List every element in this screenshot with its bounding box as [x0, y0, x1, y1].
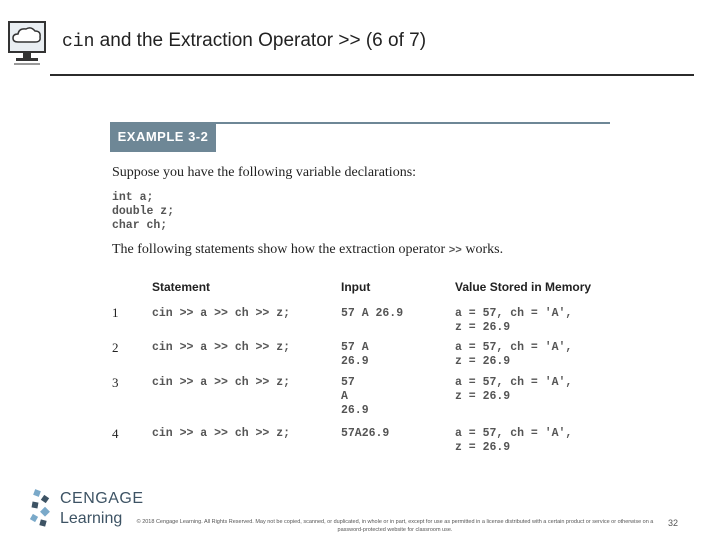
row-number: 4	[112, 426, 119, 441]
example-rule	[216, 122, 610, 124]
title-code: cin	[62, 32, 95, 52]
title-rule	[50, 74, 694, 76]
declaration-line: char ch;	[112, 219, 168, 232]
copyright-notice: © 2018 Cengage Learning. All Rights Reserved. May not be copied, scanned, or duplicated, in whole or in part, except for use as permitted in a license distributed with a certain product or service or otherwise on a password-protected website for classroom use.	[136, 519, 654, 533]
row-statement: cin >> a >> ch >> z;	[152, 427, 291, 440]
declaration-line: double z;	[112, 205, 175, 218]
row-statement: cin >> a >> ch >> z;	[152, 376, 291, 389]
cloud-computer-icon	[6, 18, 48, 68]
row-input: 57 A 26.9	[341, 307, 404, 320]
row-number: 1	[112, 305, 119, 320]
logo-text-learning: Learning	[60, 510, 123, 527]
title-text: and the Extraction Operator >> (6 of 7)	[94, 30, 427, 51]
row-value: a = 57, ch = 'A', z = 26.9	[455, 376, 573, 403]
cengage-logo-icon	[28, 488, 58, 530]
follow-code: >>	[448, 245, 462, 257]
declaration-line: int a;	[112, 191, 154, 204]
row-statement: cin >> a >> ch >> z;	[152, 341, 291, 354]
row-value: a = 57, ch = 'A', z = 26.9	[455, 427, 573, 454]
page-number: 32	[668, 518, 679, 528]
row-value: a = 57, ch = 'A', z = 26.9	[455, 307, 573, 334]
column-header-value: Value Stored in Memory	[455, 280, 592, 294]
row-value: a = 57, ch = 'A', z = 26.9	[455, 341, 573, 368]
row-number: 3	[112, 375, 119, 390]
column-header-input: Input	[341, 280, 371, 294]
follow-text-end: works.	[461, 242, 504, 257]
row-statement: cin >> a >> ch >> z;	[152, 307, 291, 320]
intro-text: Suppose you have the following variable declarations:	[112, 165, 417, 180]
follow-text-main: The following statements show how the extraction operator	[112, 242, 446, 257]
row-input: 57 A 26.9	[341, 376, 369, 417]
page-title	[62, 30, 426, 52]
row-input: 57A26.9	[341, 427, 390, 440]
logo-text-cengage: CENGAGE	[60, 490, 144, 507]
row-input: 57 A 26.9	[341, 341, 369, 368]
follow-text	[112, 242, 503, 258]
column-header-statement: Statement	[152, 280, 211, 294]
row-number: 2	[112, 340, 119, 355]
example-tab: EXAMPLE 3-2	[110, 122, 216, 152]
